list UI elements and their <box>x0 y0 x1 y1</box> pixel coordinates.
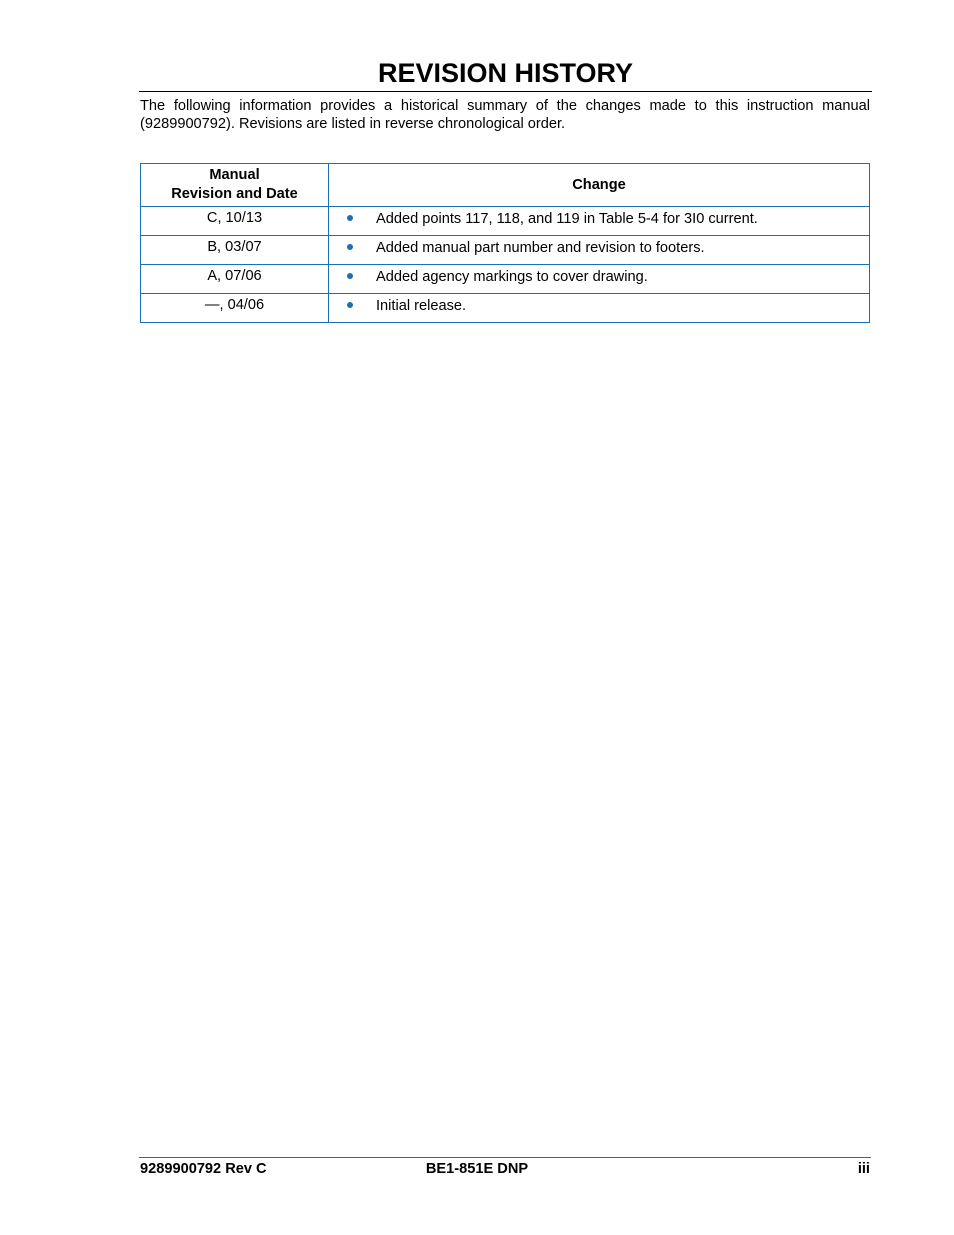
bullet-icon <box>347 215 353 221</box>
page-title: REVISION HISTORY <box>377 58 634 88</box>
header-revision-line1: Manual <box>209 167 260 183</box>
footer-divider <box>139 1157 871 1158</box>
change-cell <box>329 207 870 236</box>
bullet-icon <box>347 273 353 279</box>
change-cell <box>329 294 870 323</box>
header-change: Change <box>329 164 870 207</box>
bullet-icon <box>347 244 353 250</box>
header-revision-date <box>141 164 329 207</box>
revision-table <box>140 163 870 323</box>
revision-cell: A, 07/06 <box>141 265 329 294</box>
table-row <box>141 236 870 265</box>
change-text: Added manual part number and revision to footers. <box>376 240 705 256</box>
change-text: Added points 117, 118, and 119 in Table 5-4 for 3I0 current. <box>376 211 758 227</box>
revision-cell: C, 10/13 <box>141 207 329 236</box>
change-cell <box>329 236 870 265</box>
change-text: Initial release. <box>376 298 467 314</box>
footer-page-number: iii <box>857 1161 870 1177</box>
revision-cell: —, 04/06 <box>141 294 329 323</box>
table-row <box>141 294 870 323</box>
table-row <box>141 207 870 236</box>
change-text: Added agency markings to cover drawing. <box>376 269 648 285</box>
table-header-row <box>141 164 870 207</box>
revision-cell: B, 03/07 <box>141 236 329 265</box>
change-cell <box>329 265 870 294</box>
footer-document-number: 9289900792 Rev C <box>140 1161 267 1177</box>
table-row <box>141 265 870 294</box>
footer-product-name: BE1-851E DNP <box>425 1161 529 1177</box>
bullet-icon <box>347 302 353 308</box>
title-divider <box>139 91 872 92</box>
header-revision-line2: Revision and Date <box>171 186 298 202</box>
intro-paragraph: The following information provides a historical summary of the changes made to this instruction manual (9289900792). Revisions are listed in reverse chronological order. <box>140 98 870 132</box>
